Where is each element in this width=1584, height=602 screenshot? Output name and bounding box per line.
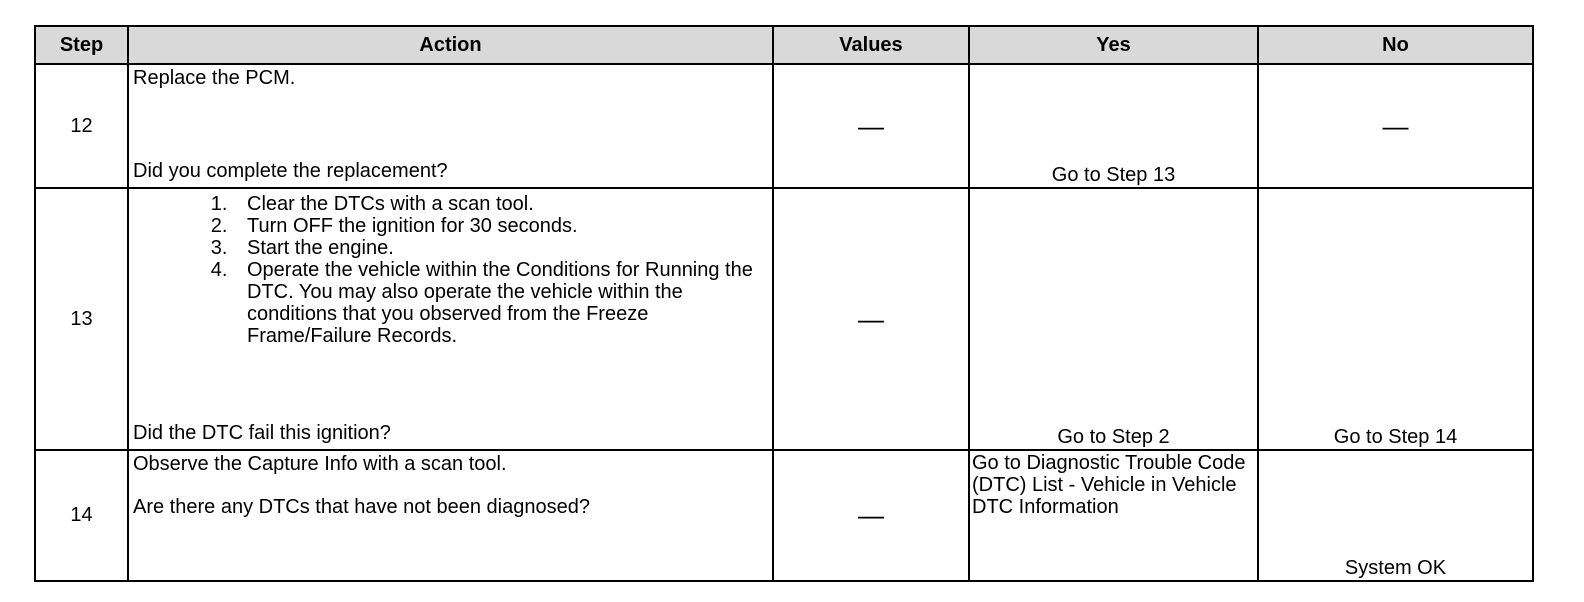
header-yes: Yes: [969, 26, 1258, 64]
diagnostic-table: [34, 25, 1534, 582]
table-row: [35, 450, 1533, 581]
step-number: 13: [35, 188, 128, 450]
yes-cell: Go to Step 13: [969, 64, 1258, 188]
action-text: Observe the Capture Info with a scan tool.: [133, 453, 507, 475]
procedure-item: 3. Start the engine.: [233, 237, 768, 259]
action-question: Did the DTC fail this ignition?: [133, 422, 391, 444]
procedure-item: 1. Clear the DTCs with a scan tool.: [233, 193, 768, 215]
yes-cell: Go to Step 2: [969, 188, 1258, 450]
values-cell: —: [773, 450, 969, 581]
header-action: Action: [128, 26, 773, 64]
step-number: 14: [35, 450, 128, 581]
no-cell: Go to Step 14: [1258, 188, 1533, 450]
table-row: [35, 188, 1533, 450]
procedure-list: [133, 193, 768, 347]
action-question: Did you complete the replacement?: [133, 160, 448, 182]
header-row: [35, 26, 1533, 64]
procedure-item: 4. Operate the vehicle within the Conditions for Running the DTC. You may also operate the vehicle within the conditions that you observed from the Freeze Frame/Failure Records.: [233, 259, 768, 347]
header-step: Step: [35, 26, 128, 64]
action-cell: [128, 64, 773, 188]
action-cell: [128, 450, 773, 581]
no-cell: —: [1258, 64, 1533, 188]
procedure-item: 2. Turn OFF the ignition for 30 seconds.: [233, 215, 768, 237]
action-text: Replace the PCM.: [133, 67, 296, 89]
action-question: Are there any DTCs that have not been diagnosed?: [133, 496, 590, 518]
no-cell: System OK: [1258, 450, 1533, 581]
action-cell: [128, 188, 773, 450]
values-cell: —: [773, 64, 969, 188]
values-cell: —: [773, 188, 969, 450]
header-no: No: [1258, 26, 1533, 64]
step-number: 12: [35, 64, 128, 188]
header-values: Values: [773, 26, 969, 64]
table-row: [35, 64, 1533, 188]
yes-cell: Go to Diagnostic Trouble Code (DTC) List - Vehicle in Vehicle DTC Information: [969, 450, 1258, 581]
